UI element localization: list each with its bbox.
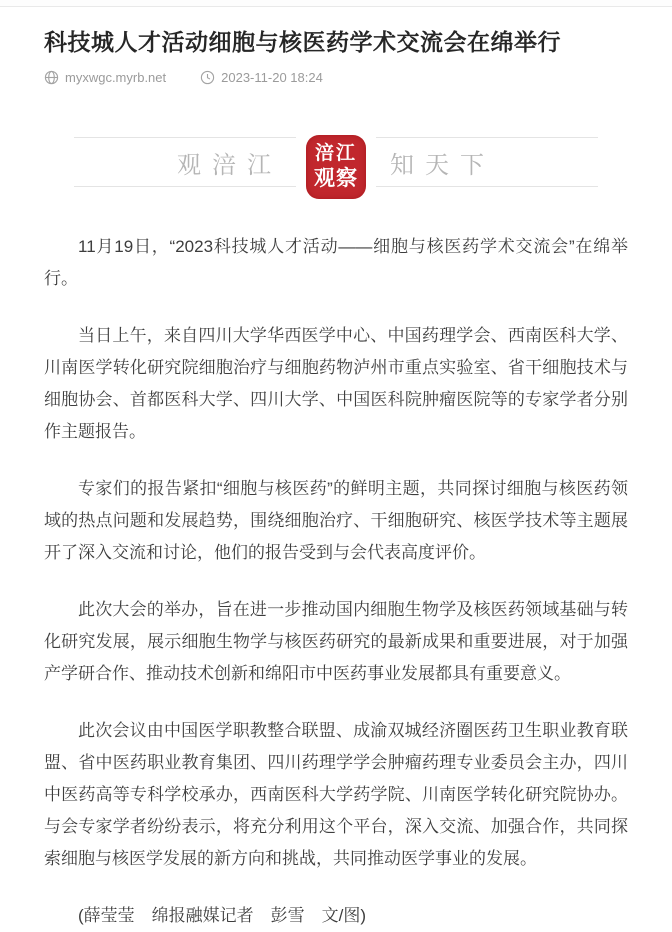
article-meta [44, 67, 628, 87]
logo-wrap [296, 126, 376, 199]
article-byline: (薛莹莹 绵报融媒记者 彭雪 文/图) [78, 906, 367, 925]
article-body [44, 231, 628, 932]
article-page [0, 25, 672, 932]
clock-icon [200, 70, 215, 85]
source-item [44, 70, 166, 85]
source-text: myxwgc.myrb.net [65, 69, 167, 85]
article-paragraph: 当日上午，来自四川大学华西医学中心、中国药理学会、西南医科大学、川南医学转化研究院细胞治疗与细胞药物泸州市重点实验室、省干细胞技术与细胞协会、首都医科大学、四川大学、中国医科院肿瘤医院等的专家学者分别作主题报告。 [44, 326, 628, 441]
fujiang-observer-logo-icon [306, 135, 366, 199]
page-top-border [0, 0, 672, 7]
page-title: 科技城人才活动细胞与核医药学术交流会在绵举行 [44, 29, 561, 55]
time-item [200, 70, 323, 85]
brand-banner [74, 137, 598, 190]
banner-right-text: 知天下 [390, 151, 495, 179]
logo-text-top: 涪江 [314, 143, 357, 164]
banner-left-text: 观涪江 [177, 151, 282, 179]
article-paragraph: 此次大会的举办，旨在进一步推动国内细胞生物学及核医药领域基础与转化研究发展，展示细胞生物学与核医药研究的最新成果和重要进展，对于加强产学研合作、推动技术创新和绵阳市中医药事业发展都具有重要意义。 [44, 600, 628, 683]
article-paragraph: 此次会议由中国医学职教整合联盟、成渝双城经济圈医药卫生职业教育联盟、省中医药职业教育集团、四川药理学学会肿瘤药理专业委员会主办，四川中医药高等专科学校承办，西南医科大学药学院、川南医学转化研究院协办。与会专家学者纷纷表示，将充分利用这个平台，深入交流、加强合作，共同探索细胞与核医学发展的新方向和挑战，共同推动医学事业的发展。 [44, 721, 628, 868]
article-paragraph: 专家们的报告紧扣“细胞与核医药”的鲜明主题，共同探讨细胞与核医药领域的热点问题和发展趋势，围绕细胞治疗、干细胞研究、核医学技术等主题展开了深入交流和讨论，他们的报告受到与会代表高度评价。 [44, 479, 628, 562]
publish-time: 2023-11-20 18:24 [221, 69, 323, 85]
globe-icon [44, 70, 59, 85]
article-paragraph: 11月19日，“2023科技城人才活动——细胞与核医药学术交流会”在绵举行。 [44, 237, 628, 288]
logo-text-bottom: 观察 [314, 167, 358, 190]
